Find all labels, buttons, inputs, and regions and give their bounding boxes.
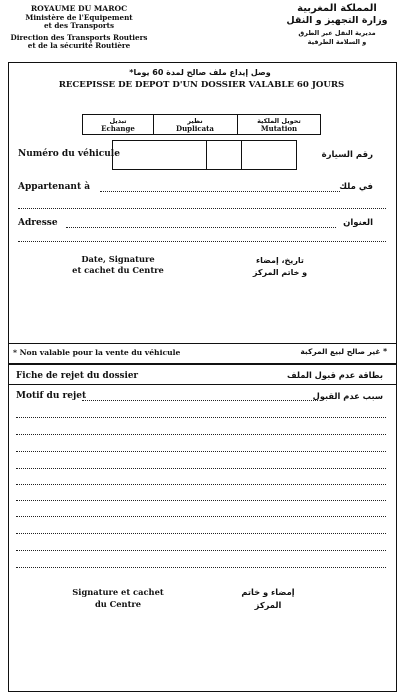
option-echange[interactable] [83, 117, 153, 133]
rejection-title-ar: بطاقة عدم قبول الملف [287, 370, 383, 380]
receipt-title-ar: وصل إيداع ملف صالح لمدة 60 يوما* [129, 68, 271, 77]
vehicle-number-divider [206, 141, 207, 169]
rejection-signature-ar-line-1: إمضاء و خاتم [241, 587, 295, 597]
owner-field-line-2[interactable] [18, 208, 386, 209]
reject-reason-field[interactable] [82, 400, 318, 401]
owner-field[interactable] [100, 191, 340, 192]
receipt-box [8, 62, 397, 364]
rejection-box [8, 364, 397, 692]
header-left [6, 5, 152, 51]
rejection-title-divider [8, 384, 397, 385]
receipt-signature-ar [240, 255, 320, 279]
reject-reason-line[interactable] [16, 550, 386, 551]
reject-reason-line[interactable] [16, 451, 386, 452]
vehicle-number-label-ar: رقم السيارة [321, 150, 373, 160]
reject-reason-line[interactable] [16, 500, 386, 501]
reject-reason-line[interactable] [16, 567, 386, 568]
receipt-note-fr: * Non valable pour la vente du véhicule [13, 348, 181, 357]
address-label-fr: Adresse [18, 218, 58, 228]
header-kingdom-fr: ROYAUME DU MAROC [30, 4, 128, 13]
address-field-line-2[interactable] [18, 241, 386, 242]
receipt-title-fr: RECEPISSE DE DEPOT D'UN DOSSIER VALABLE 60 JOURS [58, 80, 345, 90]
receipt-note-ar: * غير صالح لبيع المركبة [300, 347, 387, 356]
option-mutation-ar: تحويل الملكية [257, 117, 301, 125]
owner-label-fr: Appartenant à [18, 182, 91, 192]
option-mutation[interactable] [237, 117, 321, 133]
vehicle-number-label-fr: Numéro du véhicule [18, 149, 120, 159]
receipt-signature-fr [58, 254, 178, 276]
option-mutation-fr: Mutation [260, 124, 298, 133]
rejection-signature-fr [58, 586, 178, 610]
header-directorate-ar: مديرية النقل عبر الطرق [298, 29, 376, 37]
header-kingdom-ar: المملكة المغربية [297, 3, 377, 14]
reject-reason-line[interactable] [16, 417, 386, 418]
reject-reason-line[interactable] [16, 468, 386, 469]
header-ministry-ar: وزارة التجهيز و النقل [286, 15, 388, 26]
receipt-note-divider [8, 343, 397, 344]
rejection-signature-fr-line-2: du Centre [94, 599, 142, 609]
header-ministry-fr: Ministère de l'Equipement [25, 12, 133, 22]
receipt-signature-fr-line-1: Date, Signature [81, 254, 155, 264]
reject-reason-line[interactable] [16, 484, 386, 485]
option-duplicata-fr: Duplicata [176, 124, 214, 133]
header-ministry-fr-2: et des Transports [43, 21, 115, 30]
option-echange-ar: تبديل [109, 117, 127, 125]
header-directorate-fr-2: et de la sécurité Routière [27, 41, 131, 50]
vehicle-number-divider [241, 141, 242, 169]
receipt-signature-fr-line-2: et cachet du Centre [72, 265, 164, 275]
option-duplicata[interactable] [153, 117, 237, 133]
option-echange-fr: Echange [101, 124, 135, 133]
transaction-type-box [82, 114, 321, 135]
reject-reason-label-ar: سبب عدم القبول [312, 391, 383, 401]
reject-reason-line[interactable] [16, 434, 386, 435]
address-label-ar: العنوان [343, 218, 373, 228]
header-directorate-ar-2: و السلامة الطرقية [307, 38, 367, 46]
rejection-title-fr: Fiche de rejet du dossier [16, 371, 139, 381]
address-field[interactable] [66, 227, 336, 228]
receipt-signature-ar-line-2: و خاتم المركز [252, 268, 308, 277]
owner-label-ar: في ملك [339, 182, 373, 192]
rejection-signature-fr-line-1: Signature et cachet [72, 587, 164, 597]
header-right [277, 3, 397, 47]
rejection-signature-ar-line-2: المركز [254, 600, 282, 610]
option-duplicata-ar: نظير [187, 117, 203, 125]
vehicle-number-field[interactable] [112, 140, 297, 170]
header-directorate-fr: Direction des Transports Routiers [10, 32, 148, 42]
receipt-signature-ar-line-1: تاريخ، إمضاء [256, 256, 304, 265]
reject-reason-label-fr: Motif du rejet [16, 391, 87, 401]
rejection-signature-ar [228, 586, 308, 612]
reject-reason-line[interactable] [16, 516, 386, 517]
reject-reason-line[interactable] [16, 533, 386, 534]
